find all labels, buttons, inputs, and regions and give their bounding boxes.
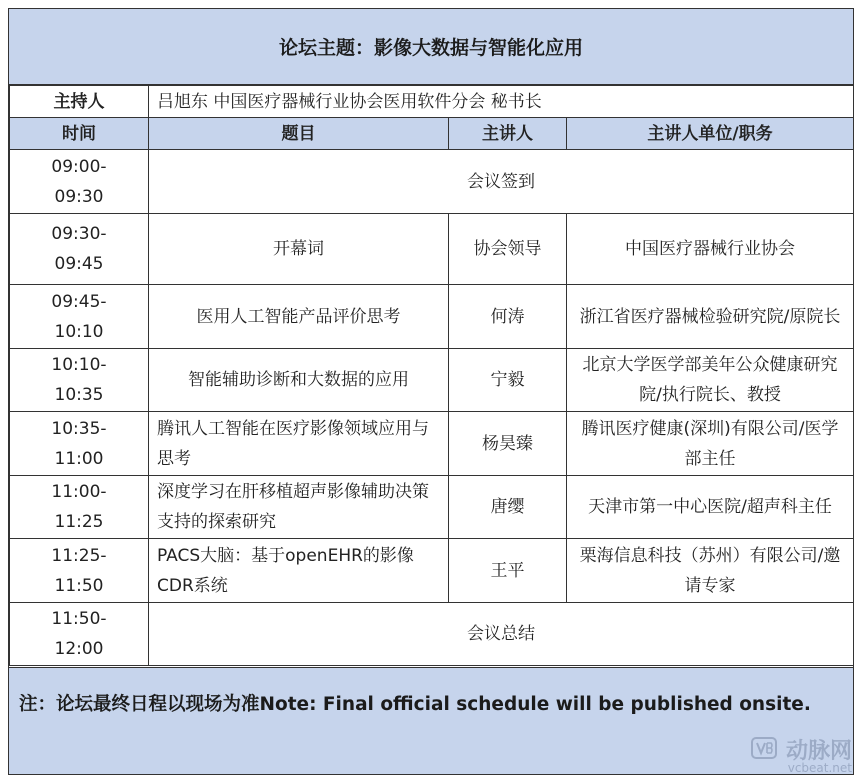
time-cell — [10, 603, 149, 666]
forum-title-text: 论坛主题：影像大数据与智能化应用 — [278, 37, 583, 59]
topic-cell: 深度学习在肝移植超声影像辅助决策支持的探索研究 — [149, 476, 449, 539]
speaker-cell: 协会领导 — [449, 214, 567, 285]
time-start: 11:00- — [51, 482, 107, 502]
header-topic: 题目 — [149, 118, 449, 150]
time-cell — [10, 214, 149, 285]
time-end: 10:10 — [54, 321, 104, 342]
time-start: 10:10- — [51, 355, 107, 375]
watermark — [751, 734, 852, 775]
time-end: 11:50 — [54, 575, 104, 596]
affiliation-cell: 栗海信息科技（苏州）有限公司/邀请专家 — [567, 539, 854, 603]
forum-title — [9, 9, 853, 85]
time-end: 09:45 — [54, 254, 104, 274]
affiliation-cell: 中国医疗器械行业协会 — [567, 214, 854, 285]
affiliation-cell: 腾讯医疗健康(深圳)有限公司/医学部主任 — [567, 412, 854, 476]
watermark-url: vcbeat.net — [787, 761, 852, 775]
table-row — [10, 476, 854, 539]
merged-cell: 会议签到 — [149, 150, 854, 214]
time-cell — [10, 150, 149, 214]
host-row — [10, 86, 854, 118]
table-row — [10, 349, 854, 412]
header-speaker: 主讲人 — [449, 118, 567, 150]
speaker-cell: 何涛 — [449, 285, 567, 349]
affiliation-cell: 天津市第一中心医院/超声科主任 — [567, 476, 854, 539]
watermark-name: 动脉网 — [785, 739, 852, 764]
time-cell — [10, 476, 149, 539]
topic-cell: PACS大脑：基于openEHR的影像CDR系统 — [149, 539, 449, 603]
header-row — [10, 118, 854, 150]
topic-cell: 医用人工智能产品评价思考 — [149, 285, 449, 349]
table-row — [10, 539, 854, 603]
speaker-cell: 杨昊臻 — [449, 412, 567, 476]
time-start: 09:30- — [51, 224, 107, 244]
merged-cell: 会议总结 — [149, 603, 854, 666]
header-affiliation: 主讲人单位/职务 — [567, 118, 854, 150]
time-end: 11:25 — [54, 512, 104, 532]
speaker-cell: 宁毅 — [449, 349, 567, 412]
table-row — [10, 603, 854, 666]
note-text: 注：论坛最终日程以现场为准Note: Final official schedule will be published onsite. — [19, 694, 811, 715]
table-row — [10, 412, 854, 476]
topic-cell: 腾讯人工智能在医疗影像领域应用与思考 — [149, 412, 449, 476]
vb-logo-icon — [751, 737, 777, 763]
time-cell — [10, 412, 149, 476]
time-end: 10:35 — [54, 385, 104, 405]
time-cell — [10, 349, 149, 412]
speaker-cell: 唐缨 — [449, 476, 567, 539]
table-row — [10, 285, 854, 349]
topic-cell: 智能辅助诊断和大数据的应用 — [149, 349, 449, 412]
table-row — [10, 214, 854, 285]
speaker-cell: 王平 — [449, 539, 567, 603]
time-start: 10:35- — [51, 418, 107, 439]
topic-cell: 开幕词 — [149, 214, 449, 285]
table-row — [10, 150, 854, 214]
affiliation-cell: 北京大学医学部美年公众健康研究院/执行院长、教授 — [567, 349, 854, 412]
time-end: 11:00 — [54, 448, 104, 469]
host-value: 吕旭东 中国医疗器械行业协会医用软件分会 秘书长 — [149, 86, 854, 118]
time-cell — [10, 285, 149, 349]
time-cell — [10, 539, 149, 603]
time-start: 11:50- — [51, 609, 107, 629]
time-end: 12:00 — [54, 639, 104, 659]
host-label: 主持人 — [10, 86, 149, 118]
schedule-note — [9, 667, 853, 774]
time-start: 09:00- — [51, 156, 107, 177]
time-end: 09:30 — [54, 186, 104, 207]
schedule-table — [9, 85, 854, 666]
time-start: 09:45- — [51, 291, 107, 312]
time-start: 11:25- — [51, 545, 107, 566]
header-time: 时间 — [10, 118, 149, 150]
affiliation-cell: 浙江省医疗器械检验研究院/原院长 — [567, 285, 854, 349]
